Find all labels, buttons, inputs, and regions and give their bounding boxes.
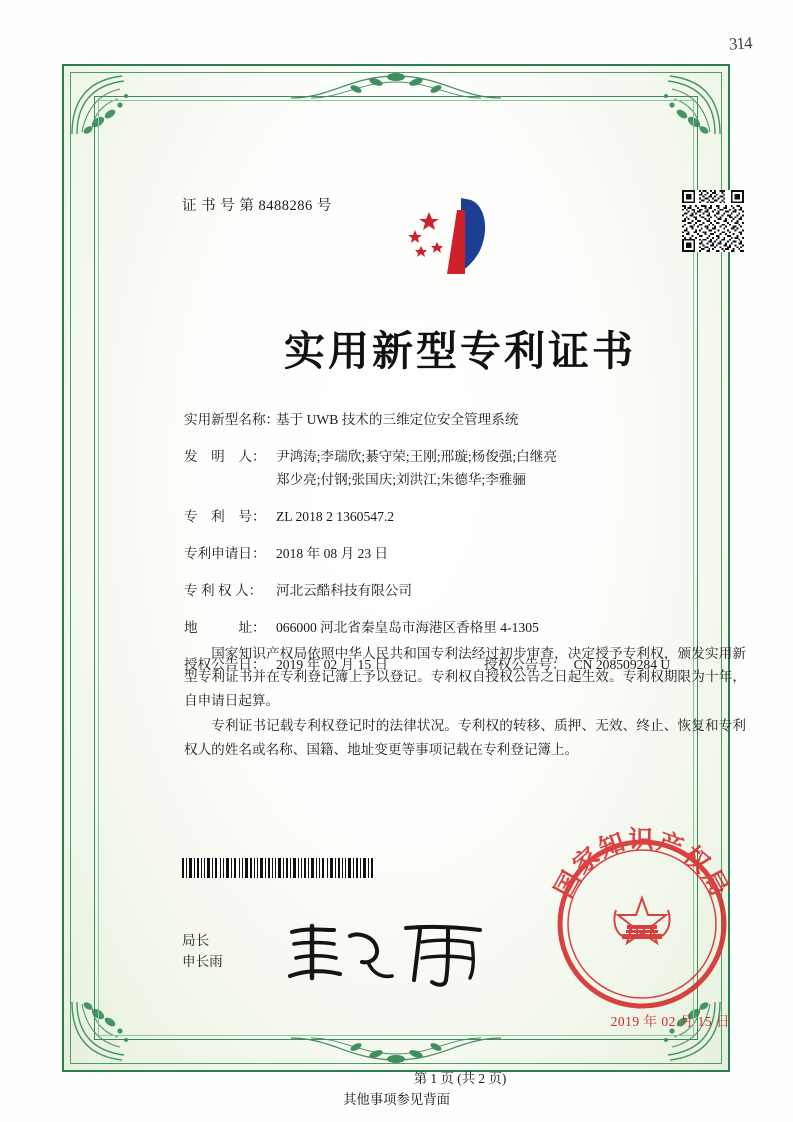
handwritten-page-number: 314 bbox=[727, 33, 752, 54]
qr-code-icon bbox=[682, 190, 744, 252]
field-value: 066000 河北省秦皇岛市海港区香格里 4-1305 bbox=[276, 619, 539, 635]
field-address bbox=[184, 618, 750, 638]
handwritten-signature-icon bbox=[280, 918, 500, 988]
field-patentee bbox=[184, 581, 750, 601]
barcode-icon bbox=[182, 858, 374, 878]
footer-note: 其他事项参见背面 bbox=[342, 1092, 451, 1107]
svg-text:国家知识产权局: 国家知识产权局 bbox=[550, 827, 734, 903]
certificate-number: 证 书 号 第 8488286 号 bbox=[182, 198, 332, 214]
field-label: 发 明 人： bbox=[184, 448, 266, 464]
legal-paragraph-1: 国家知识产权局依照中华人民共和国专利法经过初步审查，决定授予专利权，颁发实用新型专利证书并在专利登记簿上予以登记。专利权自授权公告之日起生效。专利权期限为十年，自申请日起算。 bbox=[184, 646, 746, 708]
cnipa-emblem-icon bbox=[385, 188, 535, 284]
signature-name: 申长雨 bbox=[182, 954, 223, 970]
field-value bbox=[276, 447, 750, 491]
field-label: 授权公告日： bbox=[184, 656, 266, 672]
field-value: CN 208509284 U bbox=[573, 656, 671, 672]
certificate-border-outer bbox=[62, 64, 746, 1086]
field-value: 2019 年 02 月 15 日 bbox=[276, 656, 389, 672]
legal-body-text bbox=[184, 642, 746, 763]
field-label: 授权公告号： bbox=[484, 656, 566, 672]
signature-title: 局长 bbox=[182, 933, 210, 948]
field-value: 河北云酷科技有限公司 bbox=[276, 582, 412, 598]
certificate-content bbox=[160, 170, 760, 1100]
page-title: 实用新型专利证书 bbox=[284, 328, 636, 374]
inventors-line-2: 郑少亮;付钢;张国庆;刘洪江;朱德华;李雅骊 bbox=[276, 472, 526, 488]
field-utility-model-name bbox=[184, 410, 750, 430]
field-value: 2018 年 08 月 23 日 bbox=[276, 546, 389, 562]
legal-paragraph-2: 专利证书记载专利权登记时的法律状况。专利权的转移、质押、无效、终止、恢复和专利权人的姓名或名称、国籍、地址变更等事项记载在专利登记簿上。 bbox=[184, 718, 746, 757]
field-inventors bbox=[184, 447, 750, 491]
field-value: 基于 UWB 技术的三维定位安全管理系统 bbox=[276, 412, 519, 427]
field-value: ZL 2018 2 1360547.2 bbox=[276, 509, 395, 525]
field-label: 专 利 号： bbox=[184, 509, 266, 525]
field-patent-number bbox=[184, 507, 750, 527]
inventors-line-1: 尹鸿涛;李瑞欣;綦守荣;王刚;邢璇;杨俊强;白继亮 bbox=[276, 448, 557, 464]
field-label: 地 址： bbox=[184, 619, 266, 635]
field-label: 专利申请日： bbox=[184, 546, 266, 562]
field-label: 实用新型名称： bbox=[184, 412, 280, 427]
field-application-date bbox=[184, 544, 750, 564]
field-label: 专 利 权 人： bbox=[184, 582, 263, 598]
official-seal-icon bbox=[538, 820, 746, 1028]
seal-date: 2019 年 02 月 15 日 bbox=[610, 1014, 730, 1029]
page-number: 第 1 页 (共 2 页) bbox=[413, 1071, 507, 1086]
signature-block bbox=[182, 930, 223, 972]
